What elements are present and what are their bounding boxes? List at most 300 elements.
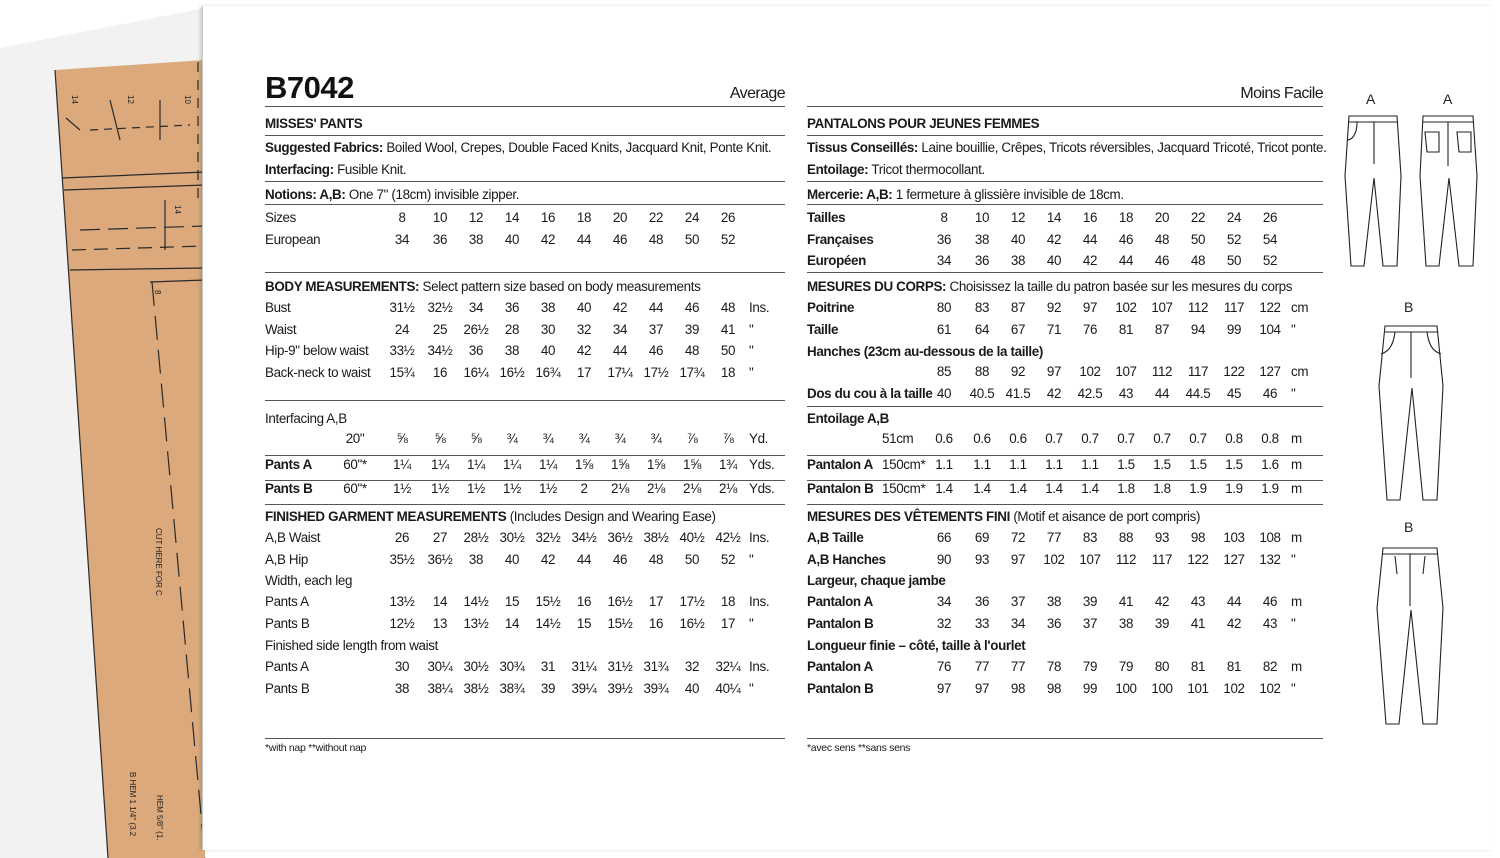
cell-value: ⅝ [434,431,446,446]
cell-value: 16 [1082,210,1098,225]
cell-value: 77 [974,659,990,674]
cell-value: 64 [974,321,990,337]
cell-value: 42 [1154,594,1170,609]
divider [807,204,1323,205]
cell-value: 14½ [535,615,561,631]
header [265,70,785,106]
table-row [265,478,785,500]
tissue-num-5: 8 [153,290,162,295]
footnote: *with nap **without nap [265,742,367,754]
divider [265,135,785,136]
cell-value: 32 [576,321,592,337]
cell-value: 36 [504,300,520,315]
cell-value: 69 [974,530,990,545]
unit-label: Ins. [749,659,770,674]
cell-value: 80 [936,300,952,315]
cell-value: 52 [1226,231,1242,247]
cell-value: 15½ [535,594,561,609]
cell-value: 40 [936,386,952,401]
body-measurements-table [807,297,1323,340]
cell-value: 40 [540,343,556,358]
cell-value: ¾ [578,431,590,446]
unit-label: " [1291,551,1296,567]
unit-label: cm [1291,364,1309,379]
row-label: A,B Hanches [807,551,886,567]
pants-a-front-drawing [1345,116,1401,266]
cell-value: 1⅝ [575,457,593,472]
cell-value: 40 [504,551,520,567]
cell-value: 1.4 [973,481,991,496]
cell-value: 39 [1154,615,1170,631]
divider [265,272,785,273]
cell-value: 102 [1259,680,1281,696]
row-label: Pants B [265,481,313,496]
cell-value: 38 [1010,253,1026,268]
cell-value: 0.7 [1117,431,1135,446]
cell-value: 98 [1046,680,1062,696]
cell-value: 14½ [463,594,489,609]
cell-value: 38½ [643,530,669,545]
cell-value: 15½ [607,615,633,631]
cell-value: 66 [936,530,952,545]
divider [265,106,785,107]
cell-value: 40¼ [715,680,741,696]
cell-value: 1¼ [467,457,485,472]
unit-label: Ins. [749,300,770,315]
cell-value: 102 [1115,300,1137,315]
cell-value: 12½ [389,615,415,631]
cell-value: 0.7 [1153,431,1171,446]
row-label: Back-neck to waist [265,364,371,380]
cell-value: 46 [1118,231,1134,247]
row-label: Pants A [265,457,312,472]
table-row [265,340,785,362]
cell-value: 79 [1082,659,1098,674]
cell-value: 76 [1082,321,1098,337]
table-row [807,549,1323,571]
cell-value: 1.5 [1189,457,1207,472]
interfacing-yardage-row [807,428,1323,450]
cell-value: 1.1 [935,457,953,472]
cell-value: 8 [940,210,948,225]
cell-value: 36 [432,231,448,247]
row-label: Waist [265,321,297,337]
cell-value: 1½ [431,481,449,496]
cell-value: 42 [612,300,628,315]
fabric-yardage-b [807,478,1323,500]
cell-value: 16 [576,594,592,609]
cell-value: 97 [1010,551,1026,567]
cell-value: 32 [684,659,700,674]
unit-label: m [1291,594,1302,609]
notions-value: 1 fermeture à glissière invisible de 18cm. [895,187,1124,202]
difficulty-level: Average [729,85,785,102]
cell-value: 43 [1190,594,1206,609]
cell-value: 39¾ [643,680,669,696]
divider [265,204,785,205]
cell-value: 127 [1259,364,1281,379]
cell-value: 39 [540,680,556,696]
cell-value: 12 [468,210,484,225]
pants-a-back-drawing [1420,116,1477,266]
cell-value: 48 [1154,231,1170,247]
cell-value: 82 [1262,659,1278,674]
cell-value: 103 [1223,530,1245,545]
cell-value: 92 [1010,364,1026,379]
unit-label: " [749,615,754,631]
cell-value: 1.4 [1045,481,1063,496]
cell-value: 31 [540,659,556,674]
cell-value: 0.6 [973,431,991,446]
cell-value: ¾ [542,431,554,446]
cell-value: 40½ [679,530,705,545]
row-label: Tailles [807,210,846,225]
cell-value: 46 [1154,253,1170,268]
table-row [265,591,785,613]
divider [807,738,1323,739]
unit-label: " [1291,321,1296,337]
cell-value: 81 [1226,659,1242,674]
cell-value: 88 [974,364,990,379]
divider [265,400,785,401]
table-row [265,549,785,571]
table-row [265,297,785,319]
cell-value: 104 [1259,321,1281,337]
cell-value: 122 [1187,551,1209,567]
cell-value: 94 [1190,321,1206,337]
cell-value: 39½ [607,680,633,696]
cell-value: 46 [648,343,664,358]
cell-value: 20 [1154,210,1170,225]
cell-value: 28½ [463,530,489,545]
cell-value: 36 [468,343,484,358]
cell-value: 1⅝ [647,457,665,472]
cell-value: 50 [684,231,700,247]
cell-value: 46 [612,551,628,567]
row-label: Pantalon A [807,457,873,472]
cell-value: 38¼ [427,680,453,696]
row-label: Européen [807,253,866,268]
cell-value: 16½ [607,594,633,609]
interfacing-line [265,162,406,178]
notions-line [265,187,519,203]
cell-value: 1½ [539,481,557,496]
body-head-value: Choisissez la taille du patron basée sur les mesures du corps [949,279,1293,294]
cell-value: 35½ [389,551,415,567]
cell-value: 44.5 [1185,386,1211,401]
width-heading: Width, each leg [265,573,353,588]
table-row [807,527,1323,549]
table-row [265,656,785,678]
row-label: Poitrine [807,300,855,315]
body-measurements-table [265,297,785,383]
row-label: Pantalon B [807,481,874,496]
fabric-width: 150cm* [882,457,926,472]
cell-value: 1¼ [539,457,557,472]
table-row [807,656,1323,678]
cell-value: 80 [1154,659,1170,674]
row-label: Pantalon A [807,594,873,609]
suggested-fabrics [807,140,1327,156]
cell-value: 18 [720,594,736,609]
cell-value: 30¼ [427,659,453,674]
divider [807,106,1323,107]
cell-value: 30 [540,321,556,337]
cell-value: 42 [1226,615,1242,631]
cell-value: 77 [1046,530,1062,545]
cell-value: 48 [1190,253,1206,268]
cell-value: 1⅝ [611,457,629,472]
cell-value: 44 [612,343,628,358]
unit-label: m [1291,431,1302,446]
cell-value: 1¼ [431,457,449,472]
view-label-a-back: A [1443,91,1453,107]
cell-value: 14 [504,210,520,225]
divider [807,406,1323,407]
cell-value: 26½ [463,321,489,337]
cell-value: 0.7 [1081,431,1099,446]
cell-value: 38 [1046,594,1062,609]
size-table [807,207,1323,272]
cell-value: 1.6 [1261,457,1279,472]
cell-value: 52 [720,231,736,247]
cell-value: 32¼ [715,659,741,674]
interfacing-label: Interfacing: [265,162,334,177]
cell-value: 1.8 [1153,481,1171,496]
table-row [807,678,1323,700]
cell-value: 16 [432,364,448,380]
notions-line [807,187,1124,203]
unit-label: m [1291,530,1302,545]
interfacing-yardage-heading: Entoilage A,B [807,411,889,426]
table-row [265,207,785,229]
cell-value: 78 [1046,659,1062,674]
table-row [807,297,1323,319]
cell-value: 22 [1190,210,1206,225]
cell-value: 26 [1262,210,1278,225]
unit-label: " [749,343,754,358]
table-row [807,478,1323,500]
body-head-label: BODY MEASUREMENTS: [265,279,420,294]
cell-value: 20 [612,210,628,225]
cell-value: 83 [1082,530,1098,545]
cell-value: 97 [1046,364,1062,379]
cell-value: 36 [974,253,990,268]
cell-value: 42 [540,551,556,567]
table-row [807,383,1323,405]
cell-value: 77 [1010,659,1026,674]
cell-value: 81 [1118,321,1134,337]
finished-measurements-table [265,527,785,570]
tissue-num-4: 14 [173,205,182,214]
cell-value: 1.1 [1081,457,1099,472]
cell-value: 72 [1010,530,1026,545]
cell-value: 38 [974,231,990,247]
cell-value: 8 [398,210,406,225]
cell-value: 2⅛ [647,481,665,496]
cell-value: 107 [1151,300,1173,315]
cell-value: 24 [684,210,700,225]
cell-value: 17 [648,594,664,609]
cell-value: 34 [1010,615,1026,631]
cell-value: 87 [1154,321,1170,337]
cell-value: 79 [1118,659,1134,674]
row-label: Dos du cou à la taille [807,386,933,401]
cell-value: 50 [684,551,700,567]
pattern-title: PANTALONS POUR JEUNES FEMMES [807,116,1040,131]
cell-value: 1¼ [393,457,411,472]
fabric-yardage-a [807,454,1323,476]
cell-value: 93 [1154,530,1170,545]
cell-value: 99 [1226,321,1242,337]
cell-value: 85 [936,364,952,379]
cell-value: 30¾ [499,659,525,674]
cell-value: 1.1 [1045,457,1063,472]
cell-value: 88 [1118,530,1134,545]
cell-value: 46 [612,231,628,247]
unit-label: " [749,321,754,337]
width-table [807,591,1323,634]
cell-value: 13½ [389,594,415,609]
cell-value: 42 [540,231,556,247]
table-row [807,361,1323,383]
notions-label: Notions: A,B: [265,187,346,202]
cell-value: 37 [1082,615,1098,631]
cell-value: 100 [1115,680,1137,696]
table-row [807,229,1323,251]
cell-value: 90 [936,551,952,567]
suggested-fabrics [265,140,771,156]
row-label: Pantalon B [807,680,874,696]
cell-value: 32½ [535,530,561,545]
fabrics-label: Suggested Fabrics: [265,140,383,155]
cell-value: 46 [1262,386,1278,401]
cell-value: 30½ [463,659,489,674]
cell-value: 102 [1043,551,1065,567]
cell-value: 0.6 [1009,431,1027,446]
cell-value: 37 [1010,594,1026,609]
cell-value: 39¼ [571,680,597,696]
cell-value: 17¼ [607,364,633,380]
cell-value: 97 [974,680,990,696]
cell-value: 36 [1046,615,1062,631]
cell-value: 97 [936,680,952,696]
table-row [807,428,1323,450]
row-label: A,B Hip [265,551,308,567]
tissue-num-2: 12 [126,95,135,104]
view-label-a-front: A [1366,91,1376,107]
cell-value: 44 [576,231,592,247]
cell-value: 41.5 [1005,386,1031,401]
size-table [265,207,785,250]
dos-row [807,383,1323,405]
cell-value: 1½ [503,481,521,496]
cell-value: 0.7 [1045,431,1063,446]
cell-value: 34 [936,253,952,268]
table-row [807,250,1323,272]
cell-value: 18 [1118,210,1134,225]
cell-value: 42 [1046,386,1062,401]
cell-value: 44 [1154,386,1170,401]
view-label-b-back: B [1404,519,1414,535]
cell-value: 36 [936,231,952,247]
fabrics-label: Tissus Conseillés: [807,140,919,155]
cell-value: 87 [1010,300,1026,315]
cell-value: 93 [974,551,990,567]
table-row [265,613,785,635]
cell-value: 31¾ [643,659,669,674]
cell-value: 52 [720,551,736,567]
cell-value: 14 [504,615,520,631]
cell-value: 122 [1259,300,1281,315]
cell-value: ¾ [650,431,662,446]
cell-value: 1.4 [1009,481,1027,496]
cell-value: 1¼ [503,457,521,472]
cell-value: 98 [1010,680,1026,696]
row-label: Pants B [265,615,310,631]
cell-value: 38 [540,300,556,315]
length-table [807,656,1323,699]
cell-value: 100 [1151,680,1173,696]
fabric-width: 20" [345,431,365,446]
fabrics-value: Laine bouillie, Crêpes, Tricots réversibles, Jacquard Tricoté, Tricot ponte. [921,140,1327,155]
cell-value: 16½ [679,615,705,631]
cell-value: 1.5 [1153,457,1171,472]
cell-value: 34 [612,321,628,337]
unit-label: " [1291,615,1296,631]
cell-value: 16¾ [535,364,561,380]
cell-value: 27 [432,530,448,545]
cell-value: 46 [684,300,700,315]
cell-value: 31¼ [571,659,597,674]
cell-value: 36½ [607,530,633,545]
finished-measurements-heading [807,509,1200,525]
cell-value: 1.4 [935,481,953,496]
cell-value: 16½ [499,364,525,380]
cell-value: 17 [720,615,736,631]
tissue-num-3: 10 [183,95,192,104]
body-head-value: Select pattern size based on body measurements [422,279,701,294]
cell-value: 18 [720,364,736,380]
cell-value: 1.9 [1261,481,1279,496]
row-label: Pants B [265,680,310,696]
cell-value: 32½ [427,300,453,315]
cell-value: 1.1 [973,457,991,472]
cell-value: 1½ [467,481,485,496]
cell-value: 61 [936,321,952,337]
cell-value: 17½ [679,594,705,609]
cell-value: 0.8 [1261,431,1279,446]
table-row [807,613,1323,635]
cell-value: 16 [648,615,664,631]
cell-value: 38¾ [499,680,525,696]
cell-value: 38 [468,551,484,567]
view-label-b-front: B [1404,299,1414,315]
cell-value: 40 [684,680,700,696]
cell-value: 40 [504,231,520,247]
cell-value: 46 [1262,594,1278,609]
cell-value: 40 [1010,231,1026,247]
cell-value: 12 [1010,210,1026,225]
cell-value: 83 [974,300,990,315]
cell-value: 24 [1226,210,1242,225]
technical-drawings [1331,86,1491,746]
cell-value: 30 [394,659,410,674]
cell-value: 107 [1115,364,1137,379]
cell-value: ⅝ [470,431,482,446]
cell-value: 1⅝ [683,457,701,472]
table-row [265,678,785,700]
